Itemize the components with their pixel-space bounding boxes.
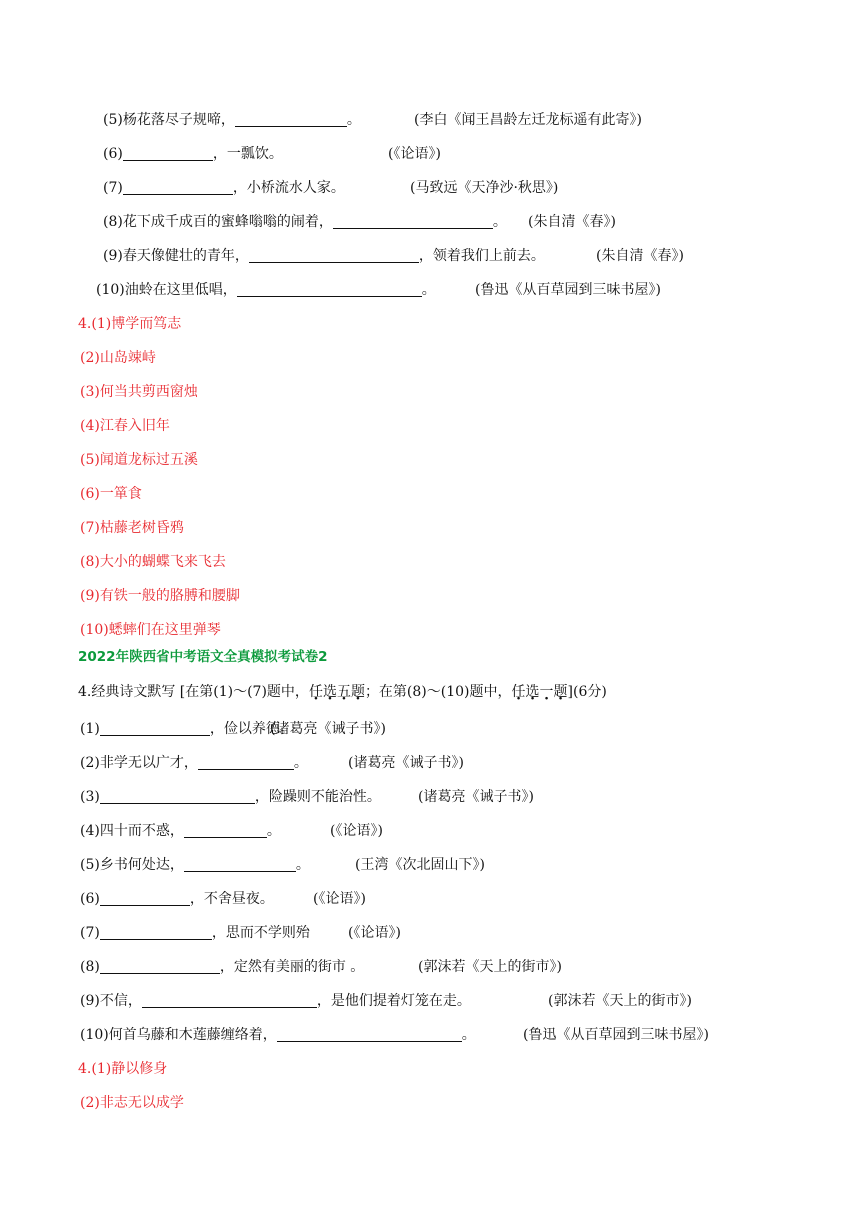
question-line <box>80 988 471 1014</box>
source-citation: (诸葛亮《诫子书》) <box>270 721 386 737</box>
question-text: 花下成千成百的蜜蜂嗡嗡的闹着， <box>122 214 333 230</box>
answer-blank[interactable] <box>237 279 422 297</box>
source-citation: (王湾《次北固山下》) <box>355 857 485 873</box>
answer-text: (2)非志无以成学 <box>80 1095 184 1111</box>
answer-lead: 4. <box>78 1061 92 1077</box>
emphasis-char: 题 <box>350 684 365 700</box>
answer-blank[interactable] <box>123 143 213 161</box>
question-line <box>103 175 345 201</box>
source-citation: (《论语》) <box>388 146 441 162</box>
question-text: ，不舍昼夜。 <box>189 891 274 907</box>
source-citation: (诸葛亮《诫子书》) <box>418 789 534 805</box>
question-text: 四十而不惑， <box>99 823 184 839</box>
answer-text: (6)一箪食 <box>80 486 142 502</box>
instruction-text: ；在第(8)～(10)题中， <box>364 684 512 700</box>
answer-line <box>78 311 181 337</box>
question-number: (6) <box>103 146 123 162</box>
emphasis-char: 选 <box>525 684 540 700</box>
question-text: 。 <box>492 214 507 230</box>
answer-line <box>78 1056 167 1082</box>
question-text: 。 <box>266 823 281 839</box>
question-line <box>80 954 364 980</box>
source-citation: (诸葛亮《诫子书》) <box>348 755 464 771</box>
question-number: (7) <box>103 180 123 196</box>
answer-text: (9)有铁一般的胳膊和腰脚 <box>80 588 240 604</box>
answer-blank[interactable] <box>100 888 190 906</box>
source-citation: (《论语》) <box>313 891 366 907</box>
answer-blank[interactable] <box>100 956 220 974</box>
question-number: (8) <box>80 959 100 975</box>
answer-blank[interactable] <box>100 922 212 940</box>
source-citation: (鲁迅《从百草园到三味书屋》) <box>523 1027 709 1043</box>
answer-blank[interactable] <box>123 177 233 195</box>
answer-text: (8)大小的蝴蝶飞来飞去 <box>80 554 226 570</box>
emphasis-char: 五 <box>336 684 351 700</box>
question-number: (10) <box>96 282 125 298</box>
question-line <box>80 716 294 742</box>
question-line <box>80 1022 476 1048</box>
emphasis-char: 题 <box>553 684 568 700</box>
emphasis-char: 选 <box>322 684 337 700</box>
question-text: 油蛉在这里低唱， <box>124 282 237 298</box>
question-number: (7) <box>80 925 100 941</box>
question-number: (1) <box>80 721 100 737</box>
source-citation: (郭沫若《天上的街市》) <box>418 959 562 975</box>
answer-blank[interactable] <box>235 109 347 127</box>
question-number: (9) <box>80 993 100 1009</box>
answer-line <box>80 515 184 541</box>
question-line <box>80 920 310 946</box>
instruction-line <box>78 679 607 705</box>
exam-title: 2022年陕西省中考语文全真模拟考试卷2 <box>78 649 328 665</box>
question-line <box>80 818 281 844</box>
emphasis-text <box>512 684 568 700</box>
emphasis-char: 一 <box>539 684 554 700</box>
question-text: ，思而不学则殆 <box>211 925 310 941</box>
answer-blank[interactable] <box>100 786 255 804</box>
source-citation: (马致远《天净沙·秋思》) <box>410 180 559 196</box>
answer-blank[interactable] <box>333 211 493 229</box>
answer-line <box>80 379 198 405</box>
answer-blank[interactable] <box>184 820 267 838</box>
question-line <box>96 277 436 303</box>
source-citation: (《论语》) <box>348 925 401 941</box>
question-text: 非学无以广才， <box>99 755 198 771</box>
answer-line <box>80 345 156 371</box>
answer-text: (3)何当共剪西窗烛 <box>80 384 198 400</box>
question-text: 。 <box>295 857 310 873</box>
question-text: 。 <box>461 1027 476 1043</box>
answer-blank[interactable] <box>142 990 317 1008</box>
answer-text: (1)静以修身 <box>91 1061 168 1077</box>
answer-text: (7)枯藤老树昏鸦 <box>80 520 184 536</box>
question-number: (5) <box>80 857 100 873</box>
answer-line <box>80 481 142 507</box>
question-text: 杨花落尽子规啼， <box>122 112 235 128</box>
question-number: (8) <box>103 214 123 230</box>
question-number: (6) <box>80 891 100 907</box>
question-line <box>80 784 381 810</box>
question-text: ，险躁则不能治性。 <box>254 789 381 805</box>
question-text: 。 <box>421 282 436 298</box>
emphasis-char: 任 <box>511 684 526 700</box>
question-line <box>103 243 545 269</box>
emphasis-char: 任 <box>308 684 323 700</box>
answer-lead: 4. <box>78 316 92 332</box>
question-text: 。 <box>293 755 308 771</box>
question-line <box>80 852 310 878</box>
instruction-text: 4.经典诗文默写 [在第(1)～(7)题中， <box>78 684 309 700</box>
answer-text: (4)江春入旧年 <box>80 418 170 434</box>
question-text: 不信， <box>99 993 142 1009</box>
question-line <box>103 209 507 235</box>
answer-line <box>80 617 221 643</box>
answer-line <box>80 1090 184 1116</box>
answer-blank[interactable] <box>198 752 294 770</box>
source-citation: (郭沫若《天上的街市》) <box>548 993 692 1009</box>
question-number: (3) <box>80 789 100 805</box>
answer-blank[interactable] <box>100 718 210 736</box>
question-text: ，俭以养德。 <box>209 721 294 737</box>
question-text: 何首乌藤和木莲藤缠络着， <box>108 1027 277 1043</box>
source-citation: (朱自清《春》) <box>528 214 616 230</box>
answer-text: (2)山岛竦峙 <box>80 350 156 366</box>
question-text: ，是他们提着灯笼在走。 <box>316 993 471 1009</box>
answer-text: (1)博学而笃志 <box>91 316 182 332</box>
question-number: (5) <box>103 112 123 128</box>
question-line <box>103 107 361 133</box>
question-text: ，小桥流水人家。 <box>232 180 345 196</box>
emphasis-text <box>309 684 365 700</box>
instruction-text: ](6分) <box>567 684 607 700</box>
question-line <box>103 141 283 167</box>
question-number: (10) <box>80 1027 109 1043</box>
answer-line <box>80 549 226 575</box>
answer-blank[interactable] <box>184 854 296 872</box>
source-citation: (《论语》) <box>330 823 383 839</box>
answer-line <box>80 583 240 609</box>
question-number: (2) <box>80 755 100 771</box>
answer-blank[interactable] <box>249 245 419 263</box>
question-text: ，定然有美丽的街市 。 <box>219 959 365 975</box>
answer-line <box>80 413 170 439</box>
source-citation: (鲁迅《从百草园到三味书屋》) <box>475 282 661 298</box>
answer-line <box>80 447 198 473</box>
question-text: 春天像健壮的青年， <box>122 248 249 264</box>
question-number: (9) <box>103 248 123 264</box>
source-citation: (李白《闻王昌龄左迁龙标遥有此寄》) <box>414 112 642 128</box>
question-text: ，一瓢饮。 <box>212 146 283 162</box>
question-text: 乡书何处达， <box>99 857 184 873</box>
answer-text: (10)蟋蟀们在这里弹琴 <box>80 622 221 638</box>
answer-blank[interactable] <box>277 1024 462 1042</box>
question-number: (4) <box>80 823 100 839</box>
question-text: 。 <box>346 112 361 128</box>
question-text: ，领着我们上前去。 <box>418 248 545 264</box>
question-line <box>80 886 274 912</box>
question-line <box>80 750 308 776</box>
source-citation: (朱自清《春》) <box>596 248 684 264</box>
answer-text: (5)闻道龙标过五溪 <box>80 452 198 468</box>
